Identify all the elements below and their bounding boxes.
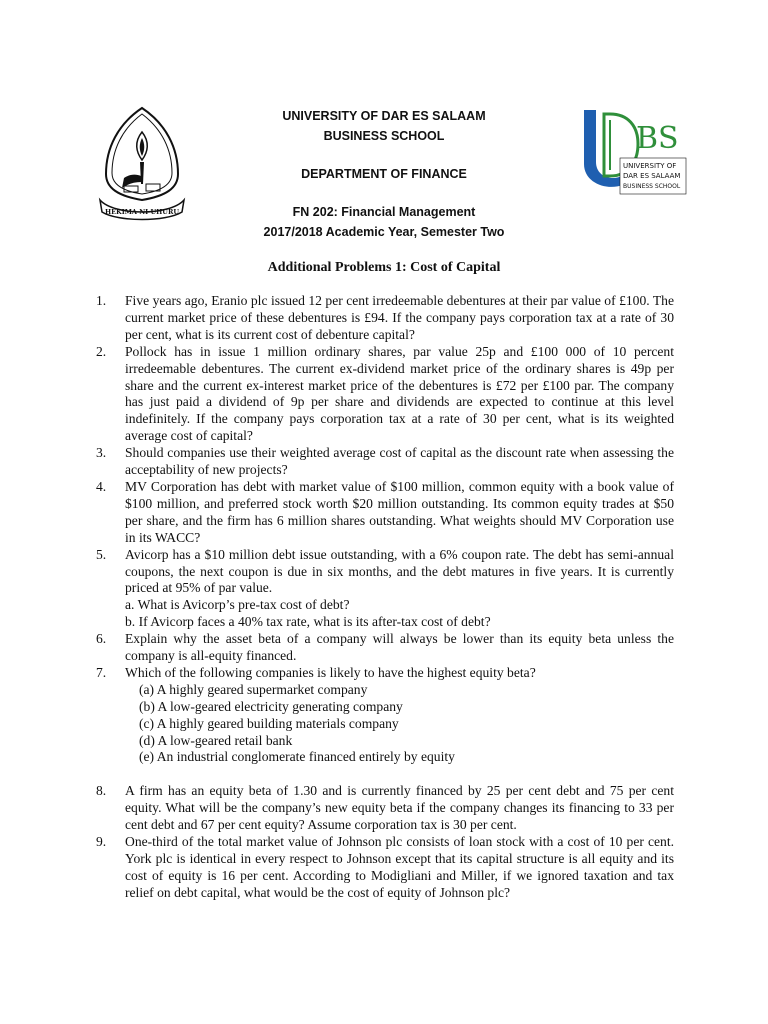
problem-text: Which of the following companies is likely to have the highest equity beta?	[125, 664, 536, 680]
problem-number: 8.	[96, 783, 107, 799]
problem-number: 5.	[96, 546, 107, 562]
problem-6	[96, 631, 674, 665]
problem-5	[96, 547, 674, 632]
university-name: UNIVERSITY OF DAR ES SALAAM	[282, 109, 486, 123]
school-name: BUSINESS SCHOOL	[323, 129, 445, 143]
problem-text: Avicorp has a $10 million debt issue outstanding, with a 6% coupon rate. The debt has semi-annual coupons, the next coupon is due in six months, and the debt matures in five years. It is currently priced at 95% of par value.	[125, 546, 674, 596]
problem-text: One-third of the total market value of Johnson plc consists of loan stock with a cost of 10 per cent. York plc is identical in every respect to Johnson except that its capital structure is all equity and its cost of equity is 16 per cent. According to Modigliani and Miller, if we ignored taxation and tax relief on debt capital, what would be the cost of equity of Johnson plc?	[125, 834, 674, 900]
option-c: (c) A highly geared building materials company	[139, 715, 399, 731]
option-a: (a) A highly geared supermarket company	[139, 681, 368, 697]
problem-number: 3.	[96, 445, 107, 461]
problem-9	[96, 834, 674, 902]
problem-7	[96, 665, 674, 783]
document-header	[0, 106, 768, 242]
course-title: FN 202: Financial Management	[292, 205, 476, 219]
option-b: (b) A low-geared electricity generating company	[139, 698, 403, 714]
problem-text: Five years ago, Eranio plc issued 12 per cent irredeemable debentures at their par value of £100. The current market price of these debentures is £94. If the company pays corporation tax at a rate of 30 per cent, what is its current cost of debenture capital?	[125, 293, 674, 342]
crest-motto: HEKIMA NI UHURU	[104, 208, 180, 216]
problem-1	[96, 293, 674, 344]
problem-number: 2.	[96, 343, 107, 359]
problem-list	[96, 293, 674, 902]
problem-8	[96, 783, 674, 834]
problem-text: Pollock has in issue 1 million ordinary shares, par value 25p and £100 000 of 10 percent irredeemable debentures. The current ex-dividend market price of the ordinary shares is 49p per share and the current ex-interest market price of the debentures is £72 per £100 par. The company has just paid a dividend of 9p per share and dividends are expected to continue at this level indefinitely. If the company pays corporation tax at a rate of 30 per cent, what is its weighted average cost of capital?	[125, 343, 674, 444]
department-name: DEPARTMENT OF FINANCE	[301, 167, 467, 181]
problem-text: Explain why the asset beta of a company will always be lower than its equity beta unless the company is all-equity financed.	[125, 631, 674, 664]
page-title: Additional Problems 1: Cost of Capital	[267, 260, 501, 275]
problem-number: 7.	[96, 664, 107, 680]
problem-number: 6.	[96, 631, 107, 647]
option-d: (d) A low-geared retail bank	[139, 732, 293, 748]
problem-number: 4.	[96, 478, 107, 494]
problem-2	[96, 344, 674, 445]
sub-question-a: a. What is Avicorp’s pre-tax cost of debt?	[125, 597, 350, 613]
udbs-letters: BS	[636, 121, 679, 156]
udbs-caption-line-1: UNIVERSITY OF	[623, 162, 677, 170]
problem-number: 1.	[96, 293, 107, 308]
problem-4	[96, 479, 674, 547]
option-e: (e) An industrial conglomerate financed entirely by equity	[139, 749, 455, 765]
sub-question-b: b. If Avicorp faces a 40% tax rate, what is its after-tax cost of debt?	[125, 614, 491, 630]
problem-text: Should companies use their weighted average cost of capital as the discount rate when assessing the acceptability of new projects?	[125, 445, 674, 478]
problem-text: MV Corporation has debt with market value of $100 million, common equity with a book value of $100 million, and preferred stock worth $20 million outstanding. Its common equity trades at $50 per share, and the firm has 6 million shares outstanding. What weights should MV Corporation use in its WACC?	[125, 478, 674, 545]
udbs-caption-line-3: BUSINESS SCHOOL	[623, 183, 681, 190]
udbs-caption-line-2: DAR ES SALAAM	[623, 172, 681, 180]
problem-text: A firm has an equity beta of 1.30 and is currently financed by 25 per cent debt and 75 per cent equity. What will be the company’s new equity beta if the company changes its financing to 33 per cent debt and 67 per cent equity? Assume corporation tax is 30 per cent.	[125, 783, 674, 833]
problem-number: 9.	[96, 834, 107, 850]
problem-3	[96, 445, 674, 479]
academic-term: 2017/2018 Academic Year, Semester Two	[263, 225, 505, 239]
